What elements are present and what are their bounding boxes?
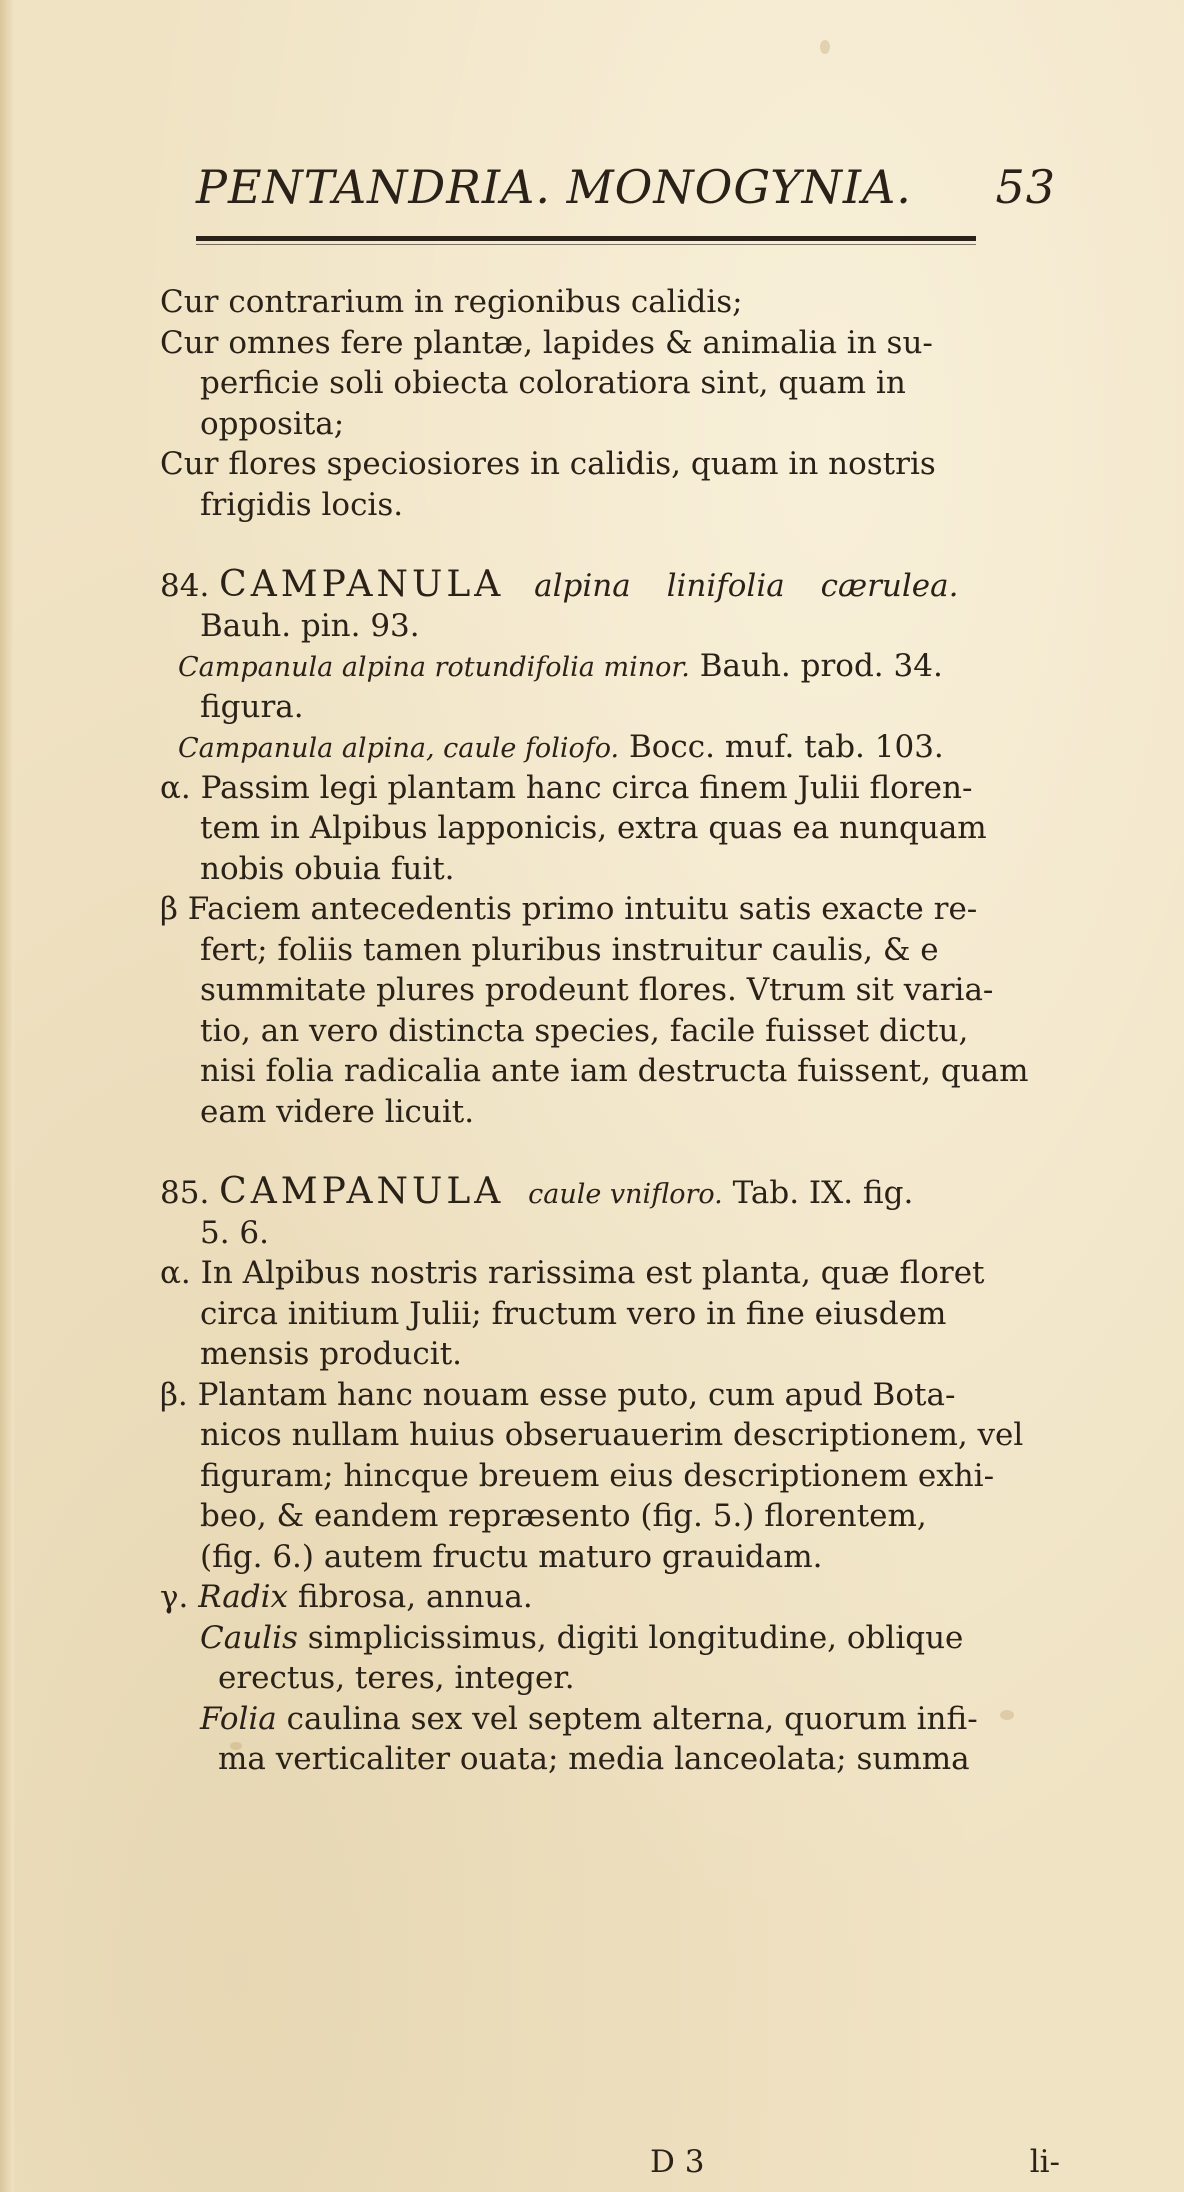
- text-line: Cur omnes fere plantæ, lapides & animalia in su-: [160, 324, 933, 361]
- text-line: mensis producit.: [200, 1336, 463, 1372]
- text-line: tio, an vero distincta species, facile fuisset dictu,: [200, 1012, 969, 1049]
- text-line: nicos nullam huius obseruauerim descriptionem, vel: [200, 1417, 1024, 1453]
- text-line: circa initium Julii; fructum vero in fine eiusdem: [200, 1295, 947, 1332]
- description-line: [160, 1577, 1060, 1618]
- text-line: β Faciem antecedentis primo intuitu satis exacte re-: [160, 891, 978, 927]
- entry-number: 85.: [160, 1175, 210, 1211]
- text-line: α. In Alpibus nostris rarissima est planta, quæ floret: [160, 1255, 985, 1291]
- header-rule: [196, 236, 976, 241]
- synonym-ref: Bocc. muf. tab. 103.: [628, 729, 944, 765]
- term-text: simplicissimus, digiti longitudine, oblique: [307, 1619, 964, 1656]
- text-line: tem in Alpibus lapponicis, extra quas ea nunquam: [200, 810, 987, 846]
- text-line: frigidis locis.: [200, 486, 404, 523]
- entry-heading: [160, 565, 1060, 606]
- catchword: li-: [1029, 2144, 1060, 2180]
- text-line: α. Passim legi plantam hanc circa finem Julii floren-: [160, 769, 973, 806]
- text-line: perficie soli obiecta coloratiora sint, quam in: [200, 365, 906, 401]
- description-line: [160, 1699, 1060, 1740]
- text-line: (fig. 6.) autem fructu maturo grauidam.: [200, 1538, 823, 1575]
- spacer: [160, 525, 1060, 565]
- header-rule-thin: [196, 244, 976, 245]
- paper-stain: [820, 40, 830, 54]
- text-line: Cur flores speciosiores in calidis, quam in nostris: [160, 446, 936, 482]
- text-line: figura.: [200, 688, 304, 725]
- text-line: figuram; hincque breuem eius descriptionem exhi-: [200, 1457, 995, 1494]
- text-line: opposita;: [200, 405, 345, 442]
- plate-reference: Tab. IX. fig.: [732, 1175, 914, 1211]
- term-text: caulina sex vel septem alterna, quorum infi-: [286, 1700, 978, 1737]
- body-text: [160, 282, 1060, 1780]
- synonym-line: [160, 646, 1060, 687]
- synonym-ref: Bauh. prod. 34.: [699, 648, 943, 684]
- species-epithet: caule vnifloro.: [528, 1179, 723, 1210]
- page-title: PENTANDRIA. MONOGYNIA.: [196, 160, 912, 214]
- text-line: ma verticaliter ouata; media lanceolata; summa: [218, 1741, 970, 1777]
- entry-heading: [160, 1172, 1060, 1213]
- synonym-name: Campanula alpina, caule foliofo.: [178, 733, 620, 764]
- page-number: 53: [995, 160, 1056, 214]
- genus-name: CAMPANULA: [219, 1171, 505, 1212]
- signature-mark: D 3: [650, 2144, 705, 2180]
- entry-number: 84.: [160, 568, 210, 604]
- text-line: erectus, teres, integer.: [218, 1660, 575, 1696]
- text-line: beo, & eandem repræsento (fig. 5.) florentem,: [200, 1498, 927, 1534]
- description-line: [160, 1618, 1060, 1659]
- running-header: [196, 160, 1056, 220]
- term: Caulis: [200, 1619, 298, 1656]
- text-line: 5. 6.: [200, 1214, 270, 1251]
- synonym-line: [160, 727, 1060, 768]
- term-text: fibrosa, annua.: [297, 1579, 533, 1615]
- spacer: [160, 1132, 1060, 1172]
- text-line: β. Plantam hanc nouam esse puto, cum apud Bota-: [160, 1376, 956, 1413]
- text-line: fert; foliis tamen pluribus instruitur caulis, & e: [200, 931, 939, 968]
- text-line: nobis obuia fuit.: [200, 850, 455, 887]
- term: Radix: [198, 1579, 289, 1615]
- page-edge-shadow: [0, 0, 14, 2192]
- text-line: nisi folia radicalia ante iam destructa fuissent, quam: [200, 1053, 1029, 1089]
- item-label: γ.: [160, 1579, 189, 1615]
- text-line: Cur contrarium in regionibus calidis;: [160, 284, 743, 320]
- text-line: summitate plures prodeunt flores. Vtrum sit varia-: [200, 972, 994, 1008]
- term: Folia: [200, 1700, 277, 1737]
- text-line: eam videre licuit.: [200, 1093, 475, 1130]
- species-epithet: alpina linifolia cærulea.: [534, 568, 959, 604]
- synonym-name: Campanula alpina rotundifolia minor.: [178, 652, 690, 683]
- genus-name: CAMPANULA: [219, 564, 505, 605]
- text-line: Bauh. pin. 93.: [200, 607, 420, 644]
